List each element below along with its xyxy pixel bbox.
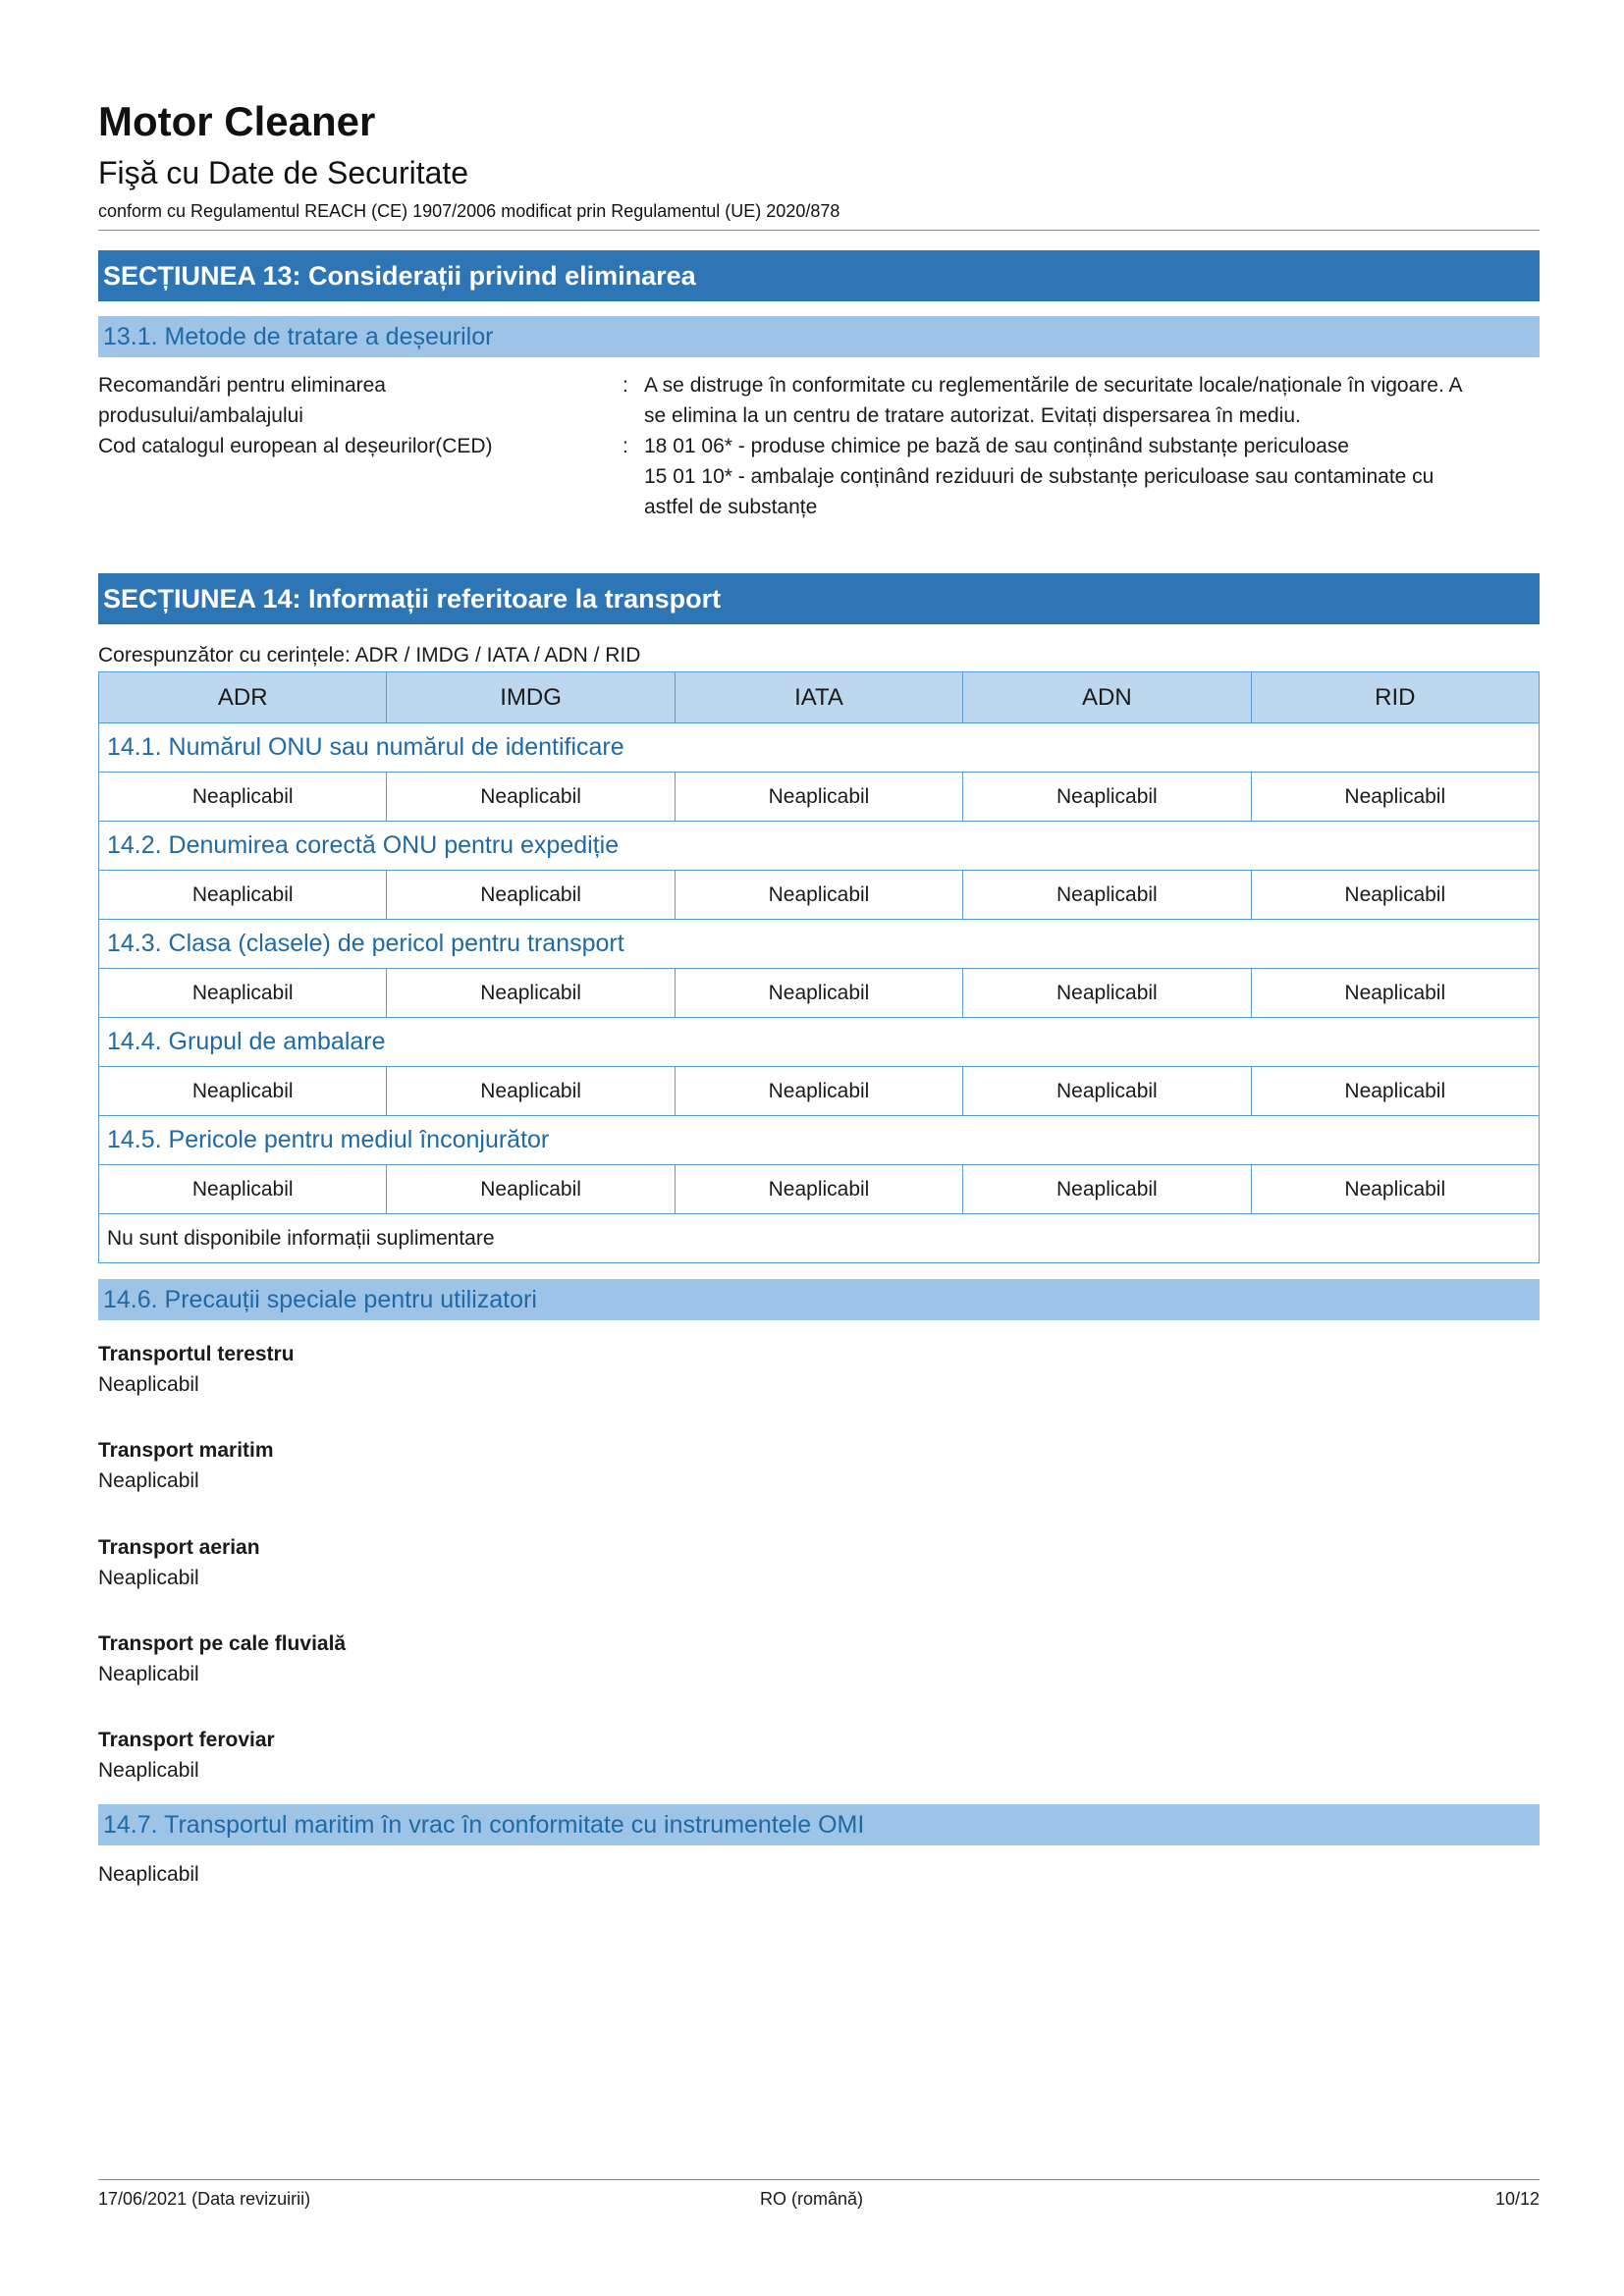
waste-code-value xyxy=(644,431,1540,522)
table-header-row xyxy=(99,672,1540,723)
land-transport-value: Neaplicabil xyxy=(98,1373,199,1396)
note-row xyxy=(99,1214,1540,1263)
air-transport-heading: Transport aerian xyxy=(98,1536,260,1559)
transport-table xyxy=(98,671,1540,1263)
inland-waterway-value: Neaplicabil xyxy=(98,1663,199,1685)
value-line: A se distruge în conformitate cu reglementările de securitate locale/naționale în vigoare. A xyxy=(644,374,1463,397)
label-line: produsului/ambalajului xyxy=(98,404,303,427)
page-number: 10/12 xyxy=(1494,2189,1540,2209)
table-cell: Neaplicabil xyxy=(99,773,387,822)
land-transport-block xyxy=(98,1339,295,1400)
colon: : xyxy=(623,435,628,457)
transport-requirements-intro: Corespunzător cu cerințele: ADR / IMDG / IATA / ADN / RID xyxy=(98,644,641,667)
shipping-name-title: 14.2. Denumirea corectă ONU pentru expediție xyxy=(99,822,1540,871)
bulk-transport-block xyxy=(98,1859,199,1890)
group-title-row xyxy=(99,723,1540,773)
table-cell: Neaplicabil xyxy=(675,969,962,1018)
table-cell: Neaplicabil xyxy=(675,1067,962,1116)
table-cell: Neaplicabil xyxy=(1251,969,1539,1018)
group-title-row xyxy=(99,822,1540,871)
footer-divider xyxy=(98,2179,1540,2180)
waste-code-label: Cod catalogul european al deșeurilor(CED) xyxy=(98,435,493,457)
table-row xyxy=(99,773,1540,822)
disposal-recommendation-value xyxy=(644,370,1540,431)
column-header-iata: IATA xyxy=(675,672,962,723)
subsection-13-1-header: 13.1. Metode de tratare a deșeurilor xyxy=(98,316,1540,357)
colon: : xyxy=(623,374,628,397)
table-row xyxy=(99,969,1540,1018)
document-language: RO (română) xyxy=(760,2189,864,2209)
subsection-14-7-header: 14.7. Transportul maritim în vrac în conformitate cu instrumentele OMI xyxy=(98,1804,1540,1845)
table-cell: Neaplicabil xyxy=(1251,871,1539,920)
table-cell: Neaplicabil xyxy=(675,773,962,822)
additional-info-note: Nu sunt disponibile informații suplimentare xyxy=(99,1214,1540,1263)
land-transport-heading: Transportul terestru xyxy=(98,1343,295,1365)
column-header-imdg: IMDG xyxy=(387,672,675,723)
table-cell: Neaplicabil xyxy=(963,871,1251,920)
section-14-header: SECȚIUNEA 14: Informații referitoare la transport xyxy=(98,573,1540,624)
rail-transport-value: Neaplicabil xyxy=(98,1759,199,1782)
table-cell: Neaplicabil xyxy=(99,871,387,920)
rail-transport-heading: Transport feroviar xyxy=(98,1729,275,1751)
table-cell: Neaplicabil xyxy=(99,969,387,1018)
column-header-adr: ADR xyxy=(99,672,387,723)
sea-transport-value: Neaplicabil xyxy=(98,1469,199,1492)
label-line: Recomandări pentru eliminarea xyxy=(98,374,386,397)
subsection-14-6-header: 14.6. Precauții speciale pentru utilizatori xyxy=(98,1279,1540,1320)
table-row xyxy=(99,1067,1540,1116)
table-cell: Neaplicabil xyxy=(387,1165,675,1214)
sea-transport-heading: Transport maritim xyxy=(98,1439,274,1462)
hazard-class-title: 14.3. Clasa (clasele) de pericol pentru transport xyxy=(99,920,1540,969)
inland-waterway-heading: Transport pe cale fluvială xyxy=(98,1632,347,1655)
air-transport-value: Neaplicabil xyxy=(98,1567,199,1589)
table-cell: Neaplicabil xyxy=(99,1165,387,1214)
table-cell: Neaplicabil xyxy=(963,773,1251,822)
revision-date: 17/06/2021 (Data revizuirii) xyxy=(98,2189,311,2209)
table-cell: Neaplicabil xyxy=(1251,773,1539,822)
value-line: se elimina la un centru de tratare autorizat. Evitați dispersarea în mediu. xyxy=(644,404,1301,427)
rail-transport-block xyxy=(98,1725,275,1786)
bulk-transport-value: Neaplicabil xyxy=(98,1863,199,1886)
table-cell: Neaplicabil xyxy=(99,1067,387,1116)
table-row xyxy=(99,871,1540,920)
table-cell: Neaplicabil xyxy=(963,969,1251,1018)
group-title-row xyxy=(99,920,1540,969)
waste-code-row xyxy=(98,431,1540,522)
packing-group-title: 14.4. Grupul de ambalare xyxy=(99,1018,1540,1067)
table-cell: Neaplicabil xyxy=(1251,1165,1539,1214)
regulation-line: conform cu Regulamentul REACH (CE) 1907/2006 modificat prin Regulamentul (UE) 2020/878 xyxy=(98,201,840,221)
table-cell: Neaplicabil xyxy=(387,1067,675,1116)
section-13-header: SECȚIUNEA 13: Considerații privind eliminarea xyxy=(98,250,1540,301)
table-cell: Neaplicabil xyxy=(963,1067,1251,1116)
document-title: Motor Cleaner xyxy=(98,98,376,144)
disposal-recommendation-row xyxy=(98,370,1540,429)
environmental-hazards-title: 14.5. Pericole pentru mediul înconjurător xyxy=(99,1116,1540,1165)
value-line: 15 01 10* - ambalaje conținând reziduuri de substanțe periculoase sau contaminate cu xyxy=(644,465,1435,488)
group-title-row xyxy=(99,1018,1540,1067)
column-header-adn: ADN xyxy=(963,672,1251,723)
document-subtitle: Fişă cu Date de Securitate xyxy=(98,155,469,190)
value-line: astfel de substanțe xyxy=(644,496,818,518)
group-title-row xyxy=(99,1116,1540,1165)
column-header-rid: RID xyxy=(1251,672,1539,723)
table-cell: Neaplicabil xyxy=(675,1165,962,1214)
sea-transport-block xyxy=(98,1435,274,1496)
table-cell: Neaplicabil xyxy=(963,1165,1251,1214)
document-page xyxy=(98,0,1540,2296)
inland-waterway-block xyxy=(98,1629,346,1689)
table-cell: Neaplicabil xyxy=(1251,1067,1539,1116)
disposal-recommendation-label xyxy=(98,370,609,431)
table-row xyxy=(99,1165,1540,1214)
header-divider xyxy=(98,230,1540,231)
value-line: 18 01 06* - produse chimice pe bază de sau conținând substanțe periculoase xyxy=(644,435,1349,457)
table-cell: Neaplicabil xyxy=(387,773,675,822)
table-cell: Neaplicabil xyxy=(387,969,675,1018)
table-cell: Neaplicabil xyxy=(387,871,675,920)
table-cell: Neaplicabil xyxy=(675,871,962,920)
air-transport-block xyxy=(98,1532,260,1593)
un-number-title: 14.1. Numărul ONU sau numărul de identificare xyxy=(99,723,1540,773)
